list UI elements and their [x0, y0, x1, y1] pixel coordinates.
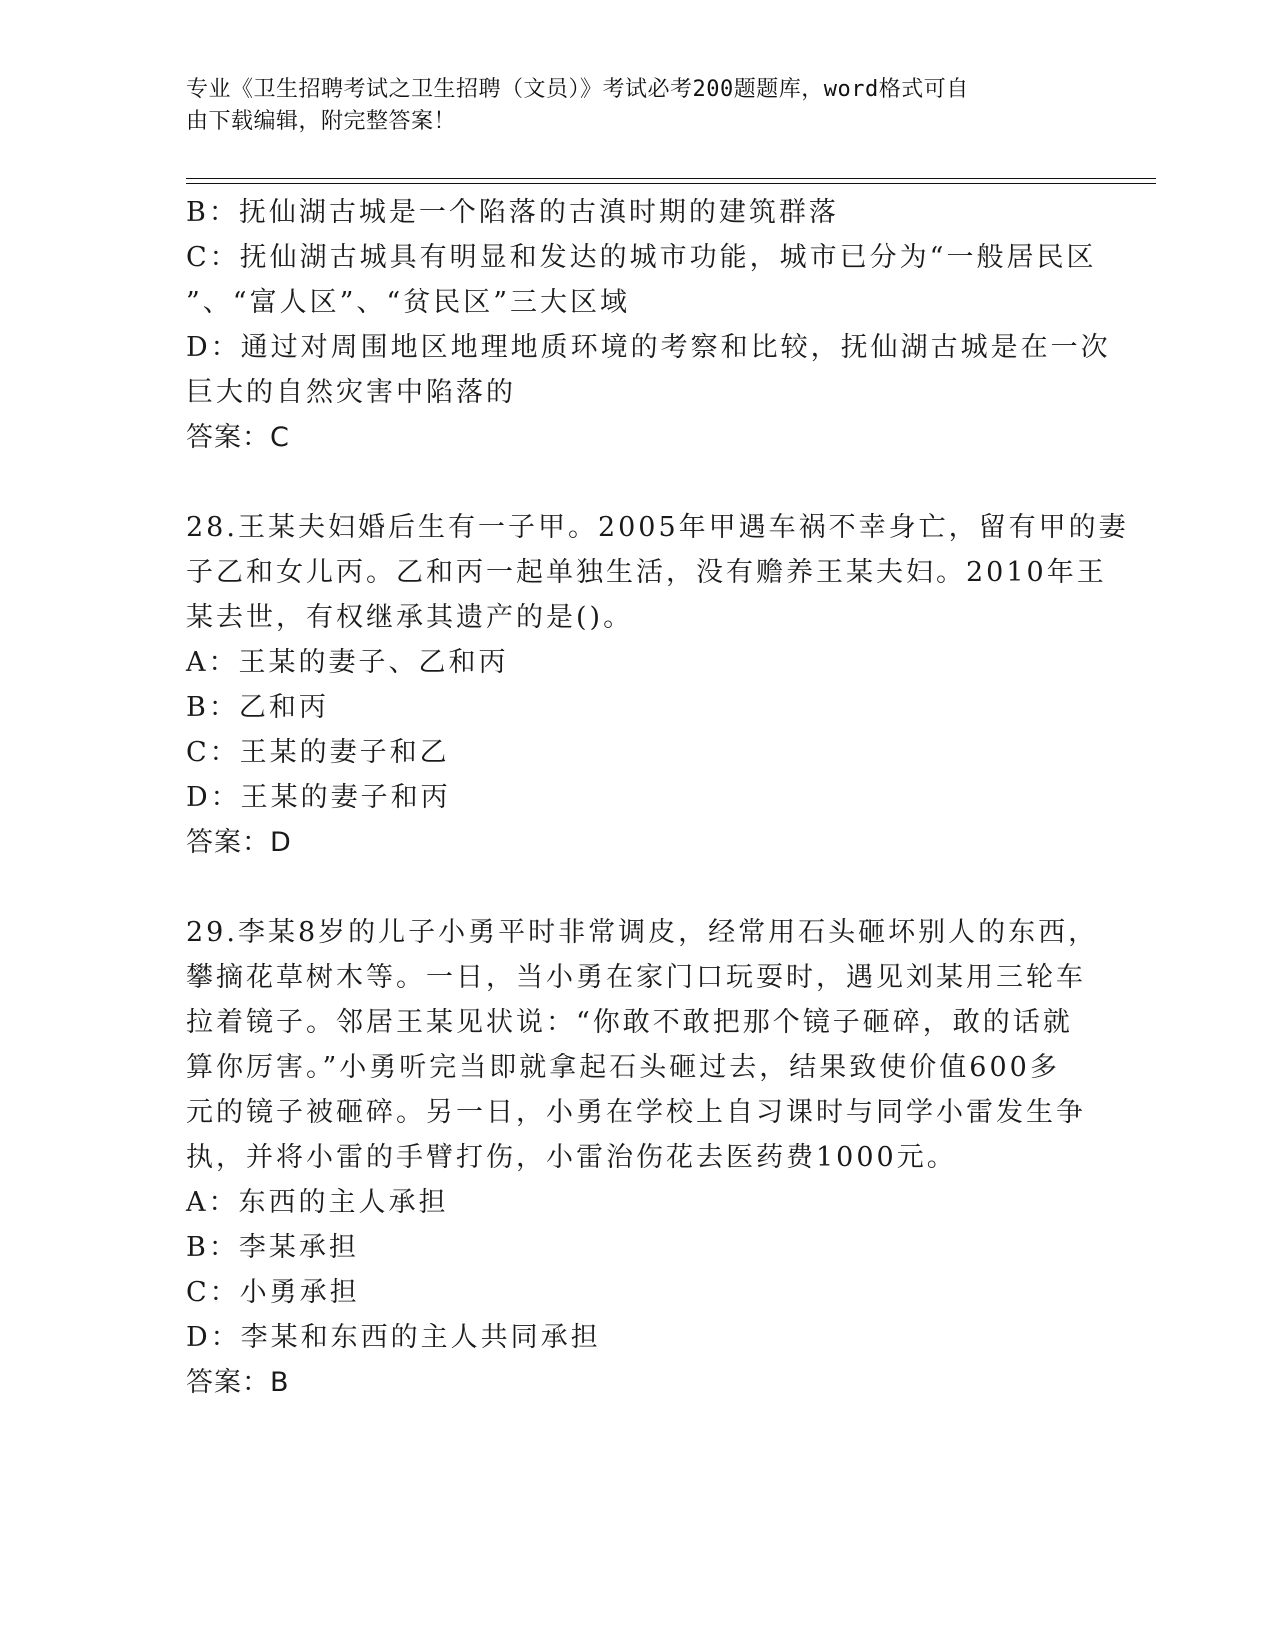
q29-answer: 答案：B	[186, 1367, 290, 1398]
q27-option-b: B：抚仙湖古城是一个陷落的古滇时期的建筑群落	[186, 197, 839, 228]
q28-answer: 答案：D	[186, 827, 292, 858]
q28-stem-line-2: 子乙和女儿丙。乙和丙一起单独生活，没有赡养王某夫妇。2010年王	[186, 557, 1107, 588]
spacer	[186, 865, 1086, 910]
q29-option-d: D：李某和东西的主人共同承担	[186, 1322, 601, 1353]
header-divider-bottom	[186, 183, 1156, 184]
header-line-1: 专业《卫生招聘考试之卫生招聘（文员）》考试必考200题题库，word格式可自	[186, 77, 969, 102]
question-content	[186, 190, 1129, 1405]
header-divider-top	[186, 178, 1156, 179]
q29-option-c: C：小勇承担	[186, 1277, 360, 1308]
q29-option-b: B：李某承担	[186, 1232, 359, 1263]
q28-stem-line-3: 某去世，有权继承其遗产的是()。	[186, 602, 634, 633]
q27-option-d-line-1: D：通过对周围地区地理地质环境的考察和比较，抚仙湖古城是在一次	[186, 332, 1111, 363]
q29-stem-line-3: 拉着镜子。邻居王某见状说：“你敢不敢把那个镜子砸碎，敢的话就	[186, 1007, 1073, 1038]
q28-stem-line-1: 28.王某夫妇婚后生有一子甲。2005年甲遇车祸不幸身亡，留有甲的妻	[186, 512, 1129, 543]
q28-option-b: B：乙和丙	[186, 692, 329, 723]
question-28	[186, 505, 1129, 865]
q28-option-d: D：王某的妻子和丙	[186, 782, 451, 813]
q27-option-c-line-2: ”、“富人区”、“贫民区”三大区域	[186, 287, 631, 318]
header-line-2: 由下载编辑，附完整答案！	[186, 109, 457, 134]
q28-option-c: C：王某的妻子和乙	[186, 737, 450, 768]
question-27-continuation	[186, 190, 1111, 460]
q28-option-a: A：王某的妻子、乙和丙	[186, 647, 509, 678]
q29-stem-line-2: 攀摘花草树木等。一日，当小勇在家门口玩耍时，遇见刘某用三轮车	[186, 962, 1086, 993]
q29-stem-line-5: 元的镜子被砸碎。另一日，小勇在学校上自习课时与同学小雷发生争	[186, 1097, 1086, 1128]
q29-stem-line-4: 算你厉害。”小勇听完当即就拿起石头砸过去，结果致使价值600多	[186, 1052, 1060, 1083]
q27-option-c-line-1: C：抚仙湖古城具有明显和发达的城市功能，城市已分为“一般居民区	[186, 242, 1097, 273]
q27-option-d-line-2: 巨大的自然灾害中陷落的	[186, 377, 516, 408]
question-29	[186, 910, 1099, 1405]
q29-option-a: A：东西的主人承担	[186, 1187, 449, 1218]
q29-stem-line-6: 执，并将小雷的手臂打伤，小雷治伤花去医药费1000元。	[186, 1142, 957, 1173]
spacer	[186, 460, 1086, 505]
page-header	[186, 74, 1066, 138]
q27-answer: 答案：C	[186, 422, 290, 453]
q29-stem-line-1: 29.李某8岁的儿子小勇平时非常调皮，经常用石头砸坏别人的东西，	[186, 917, 1099, 948]
